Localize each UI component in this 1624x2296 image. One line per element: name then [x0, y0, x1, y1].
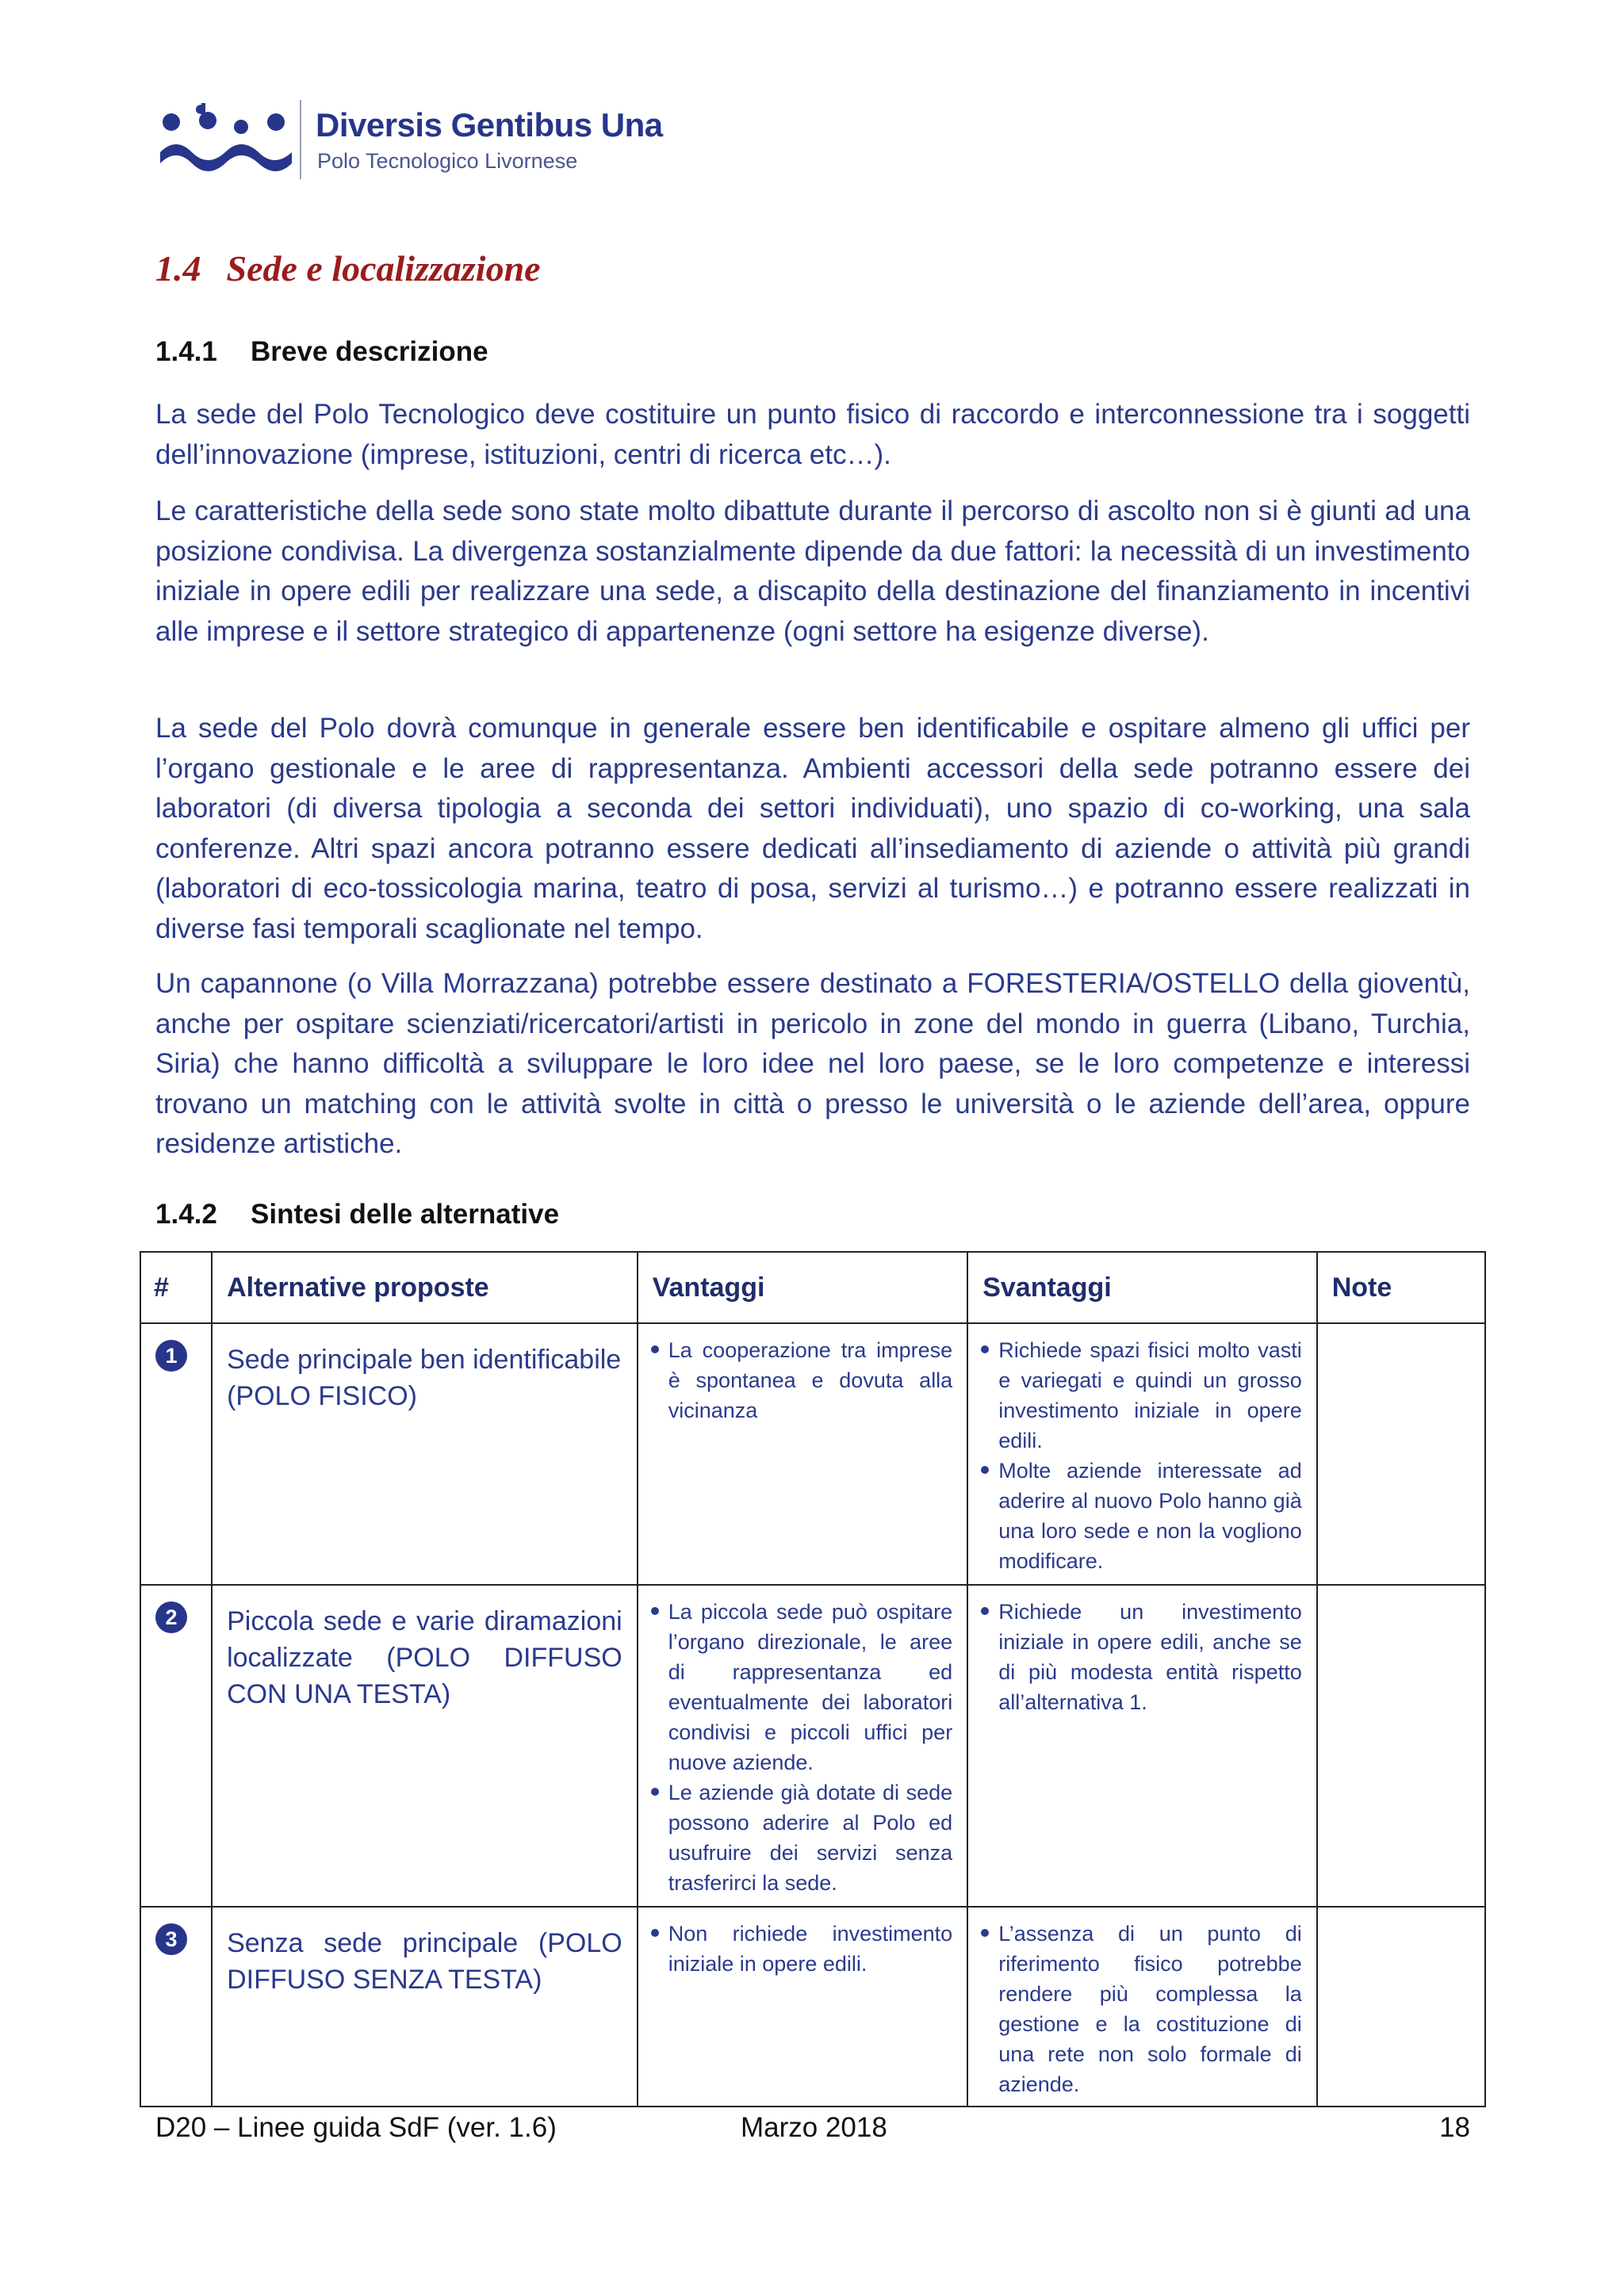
disadvantages-item: Molte aziende interessate ad aderire al nuovo Polo hanno già una loro sede e non la vogliono modificare.: [998, 1456, 1302, 1576]
header-notes: Note: [1317, 1252, 1485, 1323]
disadvantages-item: Richiede spazi fisici molto vasti e variegati e quindi un grosso investimento iniziale in opere edili.: [998, 1335, 1302, 1456]
alternative-cell: [212, 1323, 638, 1585]
subsection-number: 1.4.2: [155, 1199, 217, 1230]
advantages-list: [638, 1908, 967, 1979]
disadvantages-item: Richiede un investimento iniziale in opere edili, anche se di più modesta entità rispetto all’alternativa 1.: [998, 1597, 1302, 1717]
note-cell: [1317, 1585, 1485, 1907]
header-advantages: Vantaggi: [638, 1252, 967, 1323]
logo-waves-icon: [159, 97, 293, 176]
alternative-cell: [212, 1907, 638, 2107]
disadvantages-cell: [967, 1585, 1317, 1907]
advantages-cell: [638, 1907, 967, 2107]
advantages-list: [638, 1324, 967, 1425]
disadvantages-list: [968, 1908, 1316, 2099]
advantages-item: Non richiede investimento iniziale in opere edili.: [668, 1919, 952, 1979]
subsection-heading-description: [155, 336, 488, 368]
advantages-item: Le aziende già dotate di sede possono aderire al Polo ed usufruire dei servizi senza trasferirci la sede.: [668, 1777, 952, 1898]
header-alternatives: Alternative proposte: [212, 1252, 638, 1323]
paragraph-3: La sede del Polo dovrà comunque in generale essere ben identificabile e ospitare almeno gli uffici per l’organo gestionale e le aree di rappresentanza. Ambienti accessori della sede potranno essere dei laboratori (di diversa tipologia a seconda dei settori individuati), uno spazio di co-working, una sala conferenze. Altri spazi ancora potranno essere dedicati all’insediamento di aziende o attività più grandi (laboratori di eco-tossicologia marina, teatro di posa, servizi al turismo…) e potranno essere realizzati in diverse fasi temporali scaglionate nel tempo.: [155, 713, 1470, 944]
section-number: 1.4: [155, 248, 201, 289]
disadvantages-cell: [967, 1323, 1317, 1585]
disadvantages-item: L’assenza di un punto di riferimento fisico potrebbe rendere più complessa la gestione e la costituzione di una rete non solo formale di aziende.: [998, 1919, 1302, 2099]
alternative-text: Piccola sede e varie diramazioni localizzate (POLO DIFFUSO CON UNA TESTA): [227, 1606, 622, 1709]
advantages-list: [638, 1586, 967, 1898]
advantages-cell: [638, 1585, 967, 1907]
logo-subtitle: Polo Tecnologico Livornese: [317, 149, 578, 173]
advantages-item: La cooperazione tra imprese è spontanea e dovuta alla vicinanza: [668, 1335, 952, 1425]
table-body: [140, 1323, 1485, 2107]
section-title: Sede e localizzazione: [226, 248, 541, 289]
row-number-cell: [140, 1323, 212, 1585]
advantages-item: La piccola sede può ospitare l’organo direzionale, le aree di rappresentanza ed eventualmente dei laboratori condivisi e piccoli uffici per nuove aziende.: [668, 1597, 952, 1777]
table-header-row: [140, 1252, 1485, 1323]
alternatives-table: [140, 1251, 1486, 2107]
alternatives-table-wrap: [140, 1251, 1486, 2107]
subsection-number: 1.4.1: [155, 336, 217, 367]
disadvantages-list: [968, 1324, 1316, 1576]
subsection-title: Breve descrizione: [251, 336, 488, 367]
advantages-cell: [638, 1323, 967, 1585]
alternative-text: Senza sede principale (POLO DIFFUSO SENZA TESTA): [227, 1928, 622, 1995]
logo-title: Diversis Gentibus Una: [316, 106, 663, 144]
alternative-text: (POLO FISICO): [227, 1381, 418, 1411]
row-number-cell: [140, 1585, 212, 1907]
note-cell: [1317, 1323, 1485, 1585]
row-number-cell: [140, 1907, 212, 2107]
note-cell: [1317, 1907, 1485, 2107]
paragraph-2: Le caratteristiche della sede sono state molto dibattute durante il percorso di ascolto non si è giunti ad una posizione condivisa. La divergenza sostanzialmente dipende da due fattori: la necessità di un investimento iniziale in opere edili per realizzare una sede, a discapito della destinazione del finanziamento in incentivi alle imprese e il settore strategico di appartenenze (ogni settore ha esigenze diverse).: [155, 496, 1470, 647]
table-row: [140, 1585, 1485, 1907]
subsection-title: Sintesi delle alternative: [251, 1199, 560, 1230]
subsection-heading-alternatives: [155, 1199, 559, 1230]
paragraph-1: La sede del Polo Tecnologico deve costituire un punto fisico di raccordo e interconnessione tra i soggetti dell’innovazione (imprese, istituzioni, centri di ricerca etc…).: [155, 399, 1470, 470]
table-row: [140, 1907, 1485, 2107]
footer-document-id: D20 – Linee guida SdF (ver. 1.6): [155, 2112, 557, 2143]
header-number: #: [140, 1252, 212, 1323]
disadvantages-list: [968, 1586, 1316, 1717]
paragraph-4: Un capannone (o Villa Morrazzana) potrebbe essere destinato a FORESTERIA/OSTELLO della gioventù, anche per ospitare scienziati/ricercatori/artisti in pericolo in zone del mondo in guerra (Libano, Turchia, Siria) che hanno difficoltà a sviluppare le loro idee nel loro paese, se le loro competenze e interessi trovano un matching con le attività svolte in città o presso le università o le aziende dell’area, oppure residenze artistiche.: [155, 968, 1470, 1159]
row-number-badge: 2: [155, 1601, 187, 1633]
row-number-badge: 1: [155, 1340, 187, 1372]
row-number-badge: 3: [155, 1923, 187, 1955]
section-heading: [155, 247, 541, 289]
header-disadvantages: Svantaggi: [967, 1252, 1317, 1323]
table-row: [140, 1323, 1485, 1585]
footer-date: Marzo 2018: [741, 2112, 887, 2143]
footer-page-number: 18: [1439, 2112, 1470, 2143]
disadvantages-cell: [967, 1907, 1317, 2107]
header-logo: [159, 97, 714, 184]
logo-divider: [300, 100, 301, 179]
alternative-text: Sede principale ben identificabile: [227, 1345, 622, 1375]
alternative-cell: [212, 1585, 638, 1907]
